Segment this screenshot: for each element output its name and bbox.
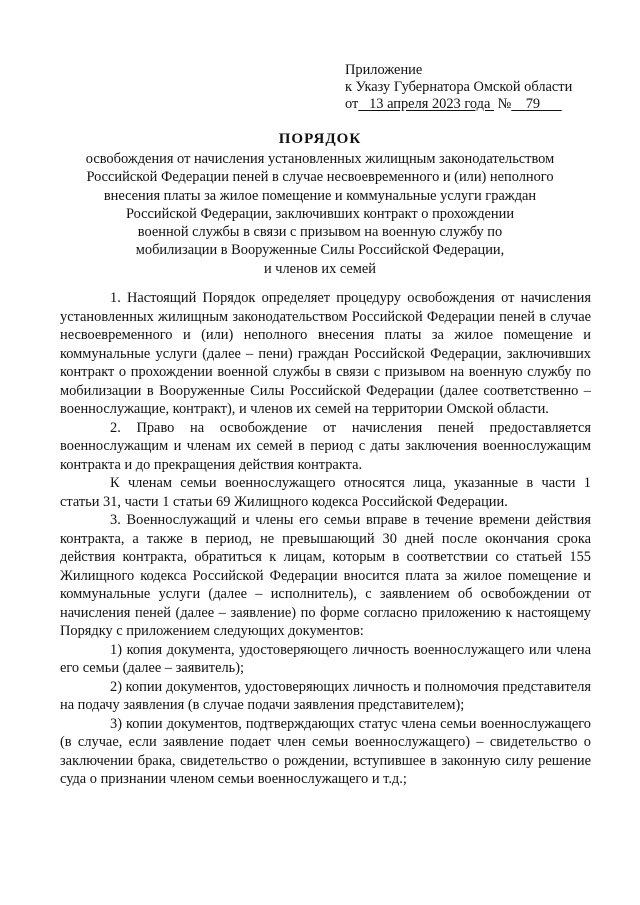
decree-date-line (345, 96, 615, 113)
paragraph-2-right: 2. Право на освобождение от начисления пеней предоставляется военнослужащим и членам их семей в период с даты заключения военнослужащим контракта и до прекращения действия контракта. (60, 419, 591, 473)
subtitle-line: освобождения от начисления установленных жилищным законодательством (85, 151, 555, 167)
list-item-1: 1) копия документа, удостоверяющего личность военнослужащего или члена его семьи (далее – заявитель); (60, 641, 591, 676)
appendix-label: Приложение (345, 62, 423, 78)
number-prefix: № (497, 96, 512, 112)
paragraph-family-members: К членам семьи военнослужащего относятся лица, указанные в части 1 статьи 31, части 1 статьи 69 Жилищного кодекса Российской Федерации. (60, 475, 591, 510)
subtitle-line: внесения платы за жилое помещение и коммунальные услуги граждан (103, 187, 537, 204)
subtitle-line: Российской Федерации, заключивших контракт о прохождении (125, 205, 515, 222)
document-title: ПОРЯДОК (278, 131, 362, 147)
subtitle-line: мобилизации в Вооруженные Силы Российской Федерации, (135, 242, 505, 259)
document-body (60, 289, 591, 789)
document-subtitle (70, 150, 570, 278)
paragraph-3-application: 3. Военнослужащий и члены его семьи вправе в течение времени действия контракта, а также в период, не превышающий 30 дней после окончания срока действия контракта, обратиться к лицам, которым в соответствии со статьей 155 Жилищного кодекса Российской Федерации вносится плата за жилое помещение и коммунальные услуги (далее – исполнитель), с заявлением об освобождении от начисления пеней (далее – заявление) по форме согласно приложению к настоящему Порядку с приложением следующих документов: (60, 512, 591, 639)
decree-number: 79 (525, 96, 541, 112)
paragraph-1-scope: 1. Настоящий Порядок определяет процедуру освобождения от начисления установленных жилищным законодательством Российской Федерации пеней в случае несвоевременного и (или) неполного внесения платы за жилое помещение и коммунальные услуги (далее – пени) граждан Российской Федерации, заключивших контракт о прохождении военной службы в связи с призывом на военную службу по мобилизации в Вооруженные Силы Российской Федерации (далее соответственно – военнослужащие, контракт), и членов их семей на территории Омской области. (60, 290, 591, 417)
subtitle-line: Российской Федерации пеней в случае несвоевременного и (или) неполного (86, 169, 554, 186)
subtitle-line: и членов их семей (263, 260, 377, 277)
date-prefix: от (345, 96, 359, 112)
list-item-3: 3) копии документов, подтверждающих статус члена семьи военнослужащего (в случае, если заявление подает член семьи военнослужащего) – свидетельство о заключении брака, свидетельство о рождении, вступившее в законную силу решение суда о признании членом семьи военнослужащего и т.д.; (60, 715, 591, 787)
decree-date: 13 апреля 2023 года (369, 96, 491, 112)
subtitle-line: военной службы в связи с призывом на военную службу по (137, 224, 503, 241)
list-item-2: 2) копии документов, удостоверяющих личность и полномочия представителя на подачу заявления (в случае подачи заявления представителем); (60, 678, 591, 713)
appendix-header (345, 62, 615, 113)
decree-reference: к Указу Губернатора Омской области (345, 79, 573, 95)
